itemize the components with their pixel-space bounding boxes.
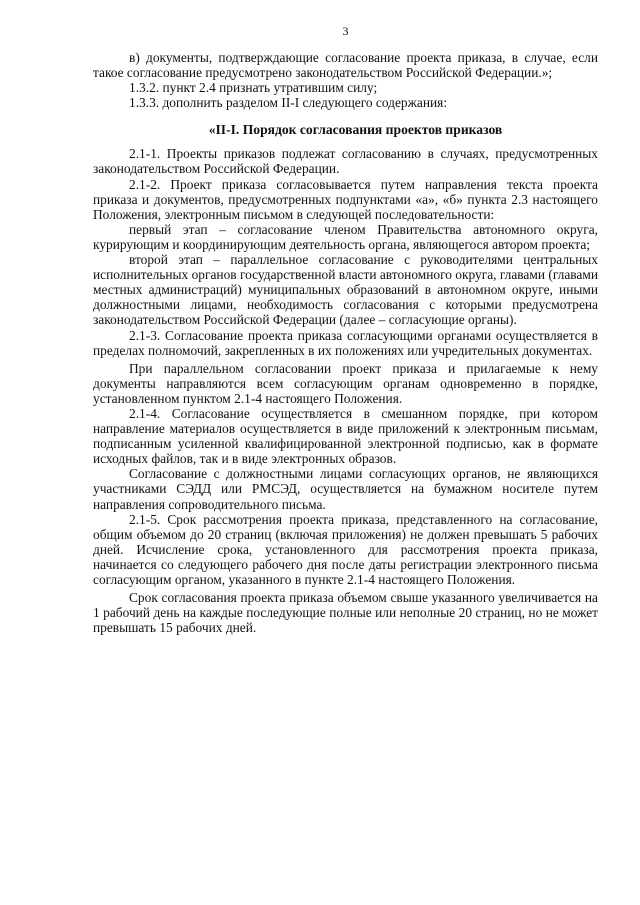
intro-block: [93, 50, 598, 110]
paragraph-parallel: При параллельном согласовании проект приказа и прилагаемые к нему документы направляются всем согласующим органам одновременно в порядке, установленном пунктом 2.1-4 настоящего Положения.: [93, 360, 598, 406]
paragraph-1-3-2: 1.3.2. пункт 2.4 признать утратившим силу;: [129, 80, 378, 96]
document-page: [93, 24, 598, 635]
paragraph-2-1-3: 2.1-3. Согласование проекта приказа согласующими органами осуществляется в пределах полномочий, закрепленных в их положениях или учредительных документах.: [93, 327, 598, 358]
paragraph-2-1-2: 2.1-2. Проект приказа согласовывается путем направления текста проекта приказа и документов, предусмотренных подпунктами «а», «б» пункта 2.3 настоящего Положения, электронным письмом в следующей последовательности:: [93, 176, 598, 222]
paragraph-2-1-5: 2.1-5. Срок рассмотрения проекта приказа, представленного на согласование, общим объемом до 20 страниц (включая приложения) не должен превышать 5 рабочих дней. Исчисление срока, установленного для рассмотрения проекта приказа, начинается со следующего рабочего дня после даты регистрации электронного письма согласующим органом, указанного в пункте 2.1-4 настоящего Положения.: [93, 511, 598, 587]
paragraph-term: Срок согласования проекта приказа объемом свыше указанного увеличивается на 1 рабочий день на каждые последующие полные или неполные 20 страниц, но не может превышать 15 рабочих дней.: [93, 590, 598, 636]
paragraph-item-v: в) документы, подтверждающие согласование проекта приказа, в случае, если такое согласование предусмотрено законодательством Российской Федерации.»;: [93, 50, 598, 81]
paragraph-officials: Согласование с должностными лицами согласующих органов, не являющихся участниками СЭДД или РМСЭД, осуществляется на бумажном носителе путем направления сопроводительного письма.: [93, 466, 598, 512]
paragraph-stage-2: второй этап – параллельное согласование с руководителями центральных исполнительных органов государственной власти автономного округа, главами (главами местных администраций) муниципальных образований в автономном округе, иными должностными лицами, необходимость согласования с которыми предусмотрена законодательством Российской Федерации (далее – согласующие органы).: [93, 252, 598, 328]
page-number: 3: [342, 24, 349, 38]
paragraph-2-1-1: 2.1-1. Проекты приказов подлежат согласованию в случаях, предусмотренных законодательством Российской Федерации.: [93, 146, 598, 177]
section-heading: «II-I. Порядок согласования проектов приказов: [208, 122, 503, 138]
section-body: [93, 146, 598, 635]
paragraph-1-3-3: 1.3.3. дополнить разделом II-I следующего содержания:: [129, 95, 448, 111]
paragraph-stage-1: первый этап – согласование членом Правительства автономного округа, курирующим и координирующим деятельность органа, являющегося автором проекта;: [93, 221, 598, 252]
paragraph-2-1-4: 2.1-4. Согласование осуществляется в смешанном порядке, при котором направление материалов осуществляется в виде приложений к электронным письмам, подписанным усиленной квалифицированной электронной подписью, как в формате исходных файлов, так и в виде электронных образов.: [93, 405, 598, 467]
